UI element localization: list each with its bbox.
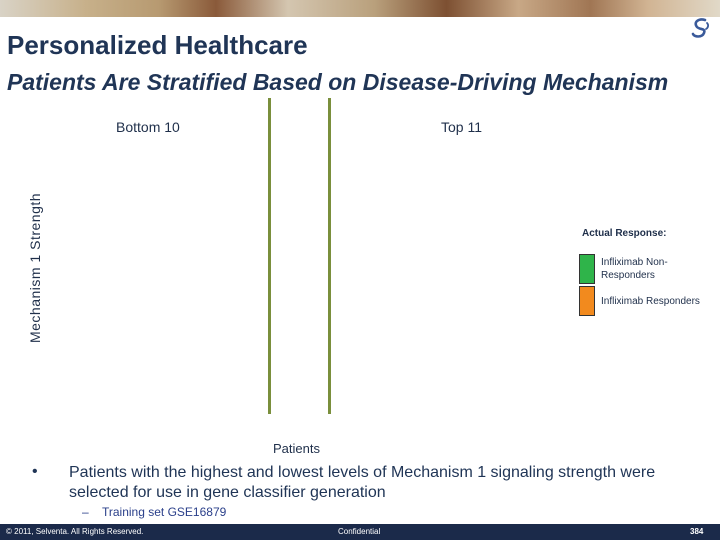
footer-bar [0,524,720,540]
selventa-logo-icon [688,16,712,40]
legend-swatch-responders [579,286,595,316]
top-group-label: Top 11 [441,119,482,135]
bottom-group-label: Bottom 10 [116,119,180,135]
right-divider-line [328,98,331,414]
sub-bullet-text: Training set GSE16879 [102,505,227,519]
left-divider-line [268,98,271,414]
bullet-dot: • [32,463,38,480]
footer-confidential: Confidential [338,527,381,536]
slide-title: Personalized Healthcare [7,30,308,60]
header-banner-image [0,0,720,17]
footer-page-number: 384 [690,527,704,536]
footer-copyright: © 2011, Selventa. All Rights Reserved. [6,527,144,536]
main-bullet-text: Patients with the highest and lowest levels of Mechanism 1 signaling strength were selected for use in gene classifier generation [69,464,656,501]
x-axis-label: Patients [273,441,320,456]
y-axis-label: Mechanism 1 Strength [27,192,43,344]
legend-swatch-non-responders [579,254,595,284]
sub-bullet-dash: – [82,505,89,519]
legend-label-responders: Infliximab Responders [601,296,700,307]
legend-label-non-responders: Infliximab Non-Responders [601,257,668,281]
slide-subtitle: Patients Are Stratified Based on Disease-Driving Mechanism [7,69,669,95]
legend-title: Actual Response: [582,228,667,239]
